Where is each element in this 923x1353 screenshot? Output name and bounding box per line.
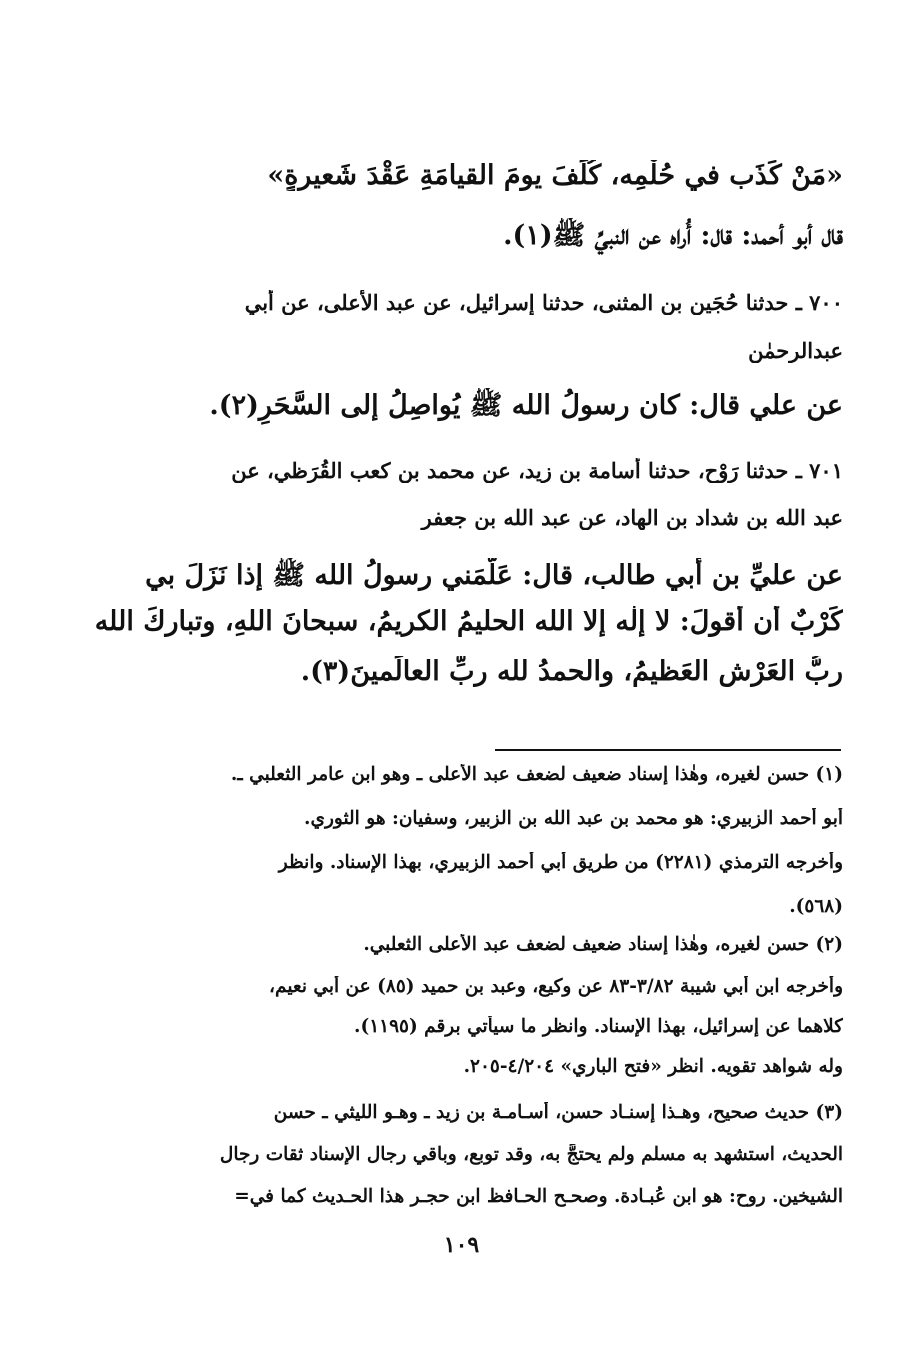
footnote-3-line-1: (٣) حديث صحيح، وهـذا إسنـاد حسن، أسـامـة بن زيد ـ وهـو الليثي ـ حسن — [273, 1102, 843, 1123]
footnote-1-line-3: وأخرجه الترمذي (٢٢٨١) من طريق أبي أحمد الزبيري، بهذا الإسناد. وانظر — [278, 852, 843, 873]
footnote-1-line-2: أبو أحمد الزبيري: هو محمد بن عبد الله بن الزبير، وسفيان: هو الثوري. — [304, 808, 843, 829]
footnote-3-line-3: الشيخين. روح: هو ابن عُبـادة. وصحـح الحـافظ ابن حجـر هذا الحـديث كما في= — [234, 1186, 843, 1207]
footnote-1-line-4: (٥٦٨). — [789, 896, 843, 917]
hadith-700-text: عن علي قال: كان رسولُ الله ﷺ يُواصِلُ إلى السَّحَرِ(٢). — [209, 390, 843, 421]
hadith-701-text-line-1: عن عليِّ بن أبي طالب، قال: عَلَّمَني رسولُ الله ﷺ إذا نَزَلَ بي — [145, 560, 843, 591]
footnote-2-line-4: وله شواهد تقويه. انظر «فتح الباري» ٤/٢٠٤-٢٠٥. — [463, 1056, 843, 1077]
footnote-2-line-3: كلاهما عن إسرائيل، بهذا الإسناد. وانظر ما سيأتي برقم (١١٩٥). — [354, 1016, 843, 1037]
hadith-701-text-line-3: ربُّ العَرْشِ العَظيمُ، والحمدُ لله ربِّ العالَمينَ(٣). — [300, 656, 843, 687]
footnote-2-line-2: وأخرجه ابن أبي شيبة ٣/٨٢-٨٣ عن وكيع، وعبد بن حميد (٨٥) عن أبي نعيم، — [269, 976, 843, 997]
hadith-701-text-line-2: كَرْبٌ أن أقولَ: لا إلٰه إلا الله الحليمُ الكريمُ، سبحانَ اللهِ، وتباركَ الله — [94, 606, 843, 637]
hadith-700-chain-cont: عبدالرحمٰن — [748, 338, 843, 363]
hadith-701-chain-cont: عبد الله بن شداد بن الهاد، عن عبد الله بن جعفر — [421, 505, 843, 530]
main-text-line-1: «مَنْ كَذَب في حُلْمِه، كُلِّفَ يومَ القيامَةِ عَقْدَ شَعيرةٍ» — [267, 160, 843, 191]
main-text-line-2: قال أبو أحمد: قال: أُراه عن النبيِّ ﷺ(١). — [503, 220, 843, 251]
footnote-2-line-1: (٢) حسن لغيره، وهٰذا إسناد ضعيف لضعف عبد الأعلى الثعلبي. — [363, 934, 843, 955]
footnote-3-line-2: الحديث، استشهد به مسلم ولم يحتجَّ به، وقد توبع، وباقي رجال الإسناد ثقات رجال — [219, 1144, 843, 1165]
hadith-700-chain: ٧٠٠ ـ حدثنا حُجَين بن المثنى، حدثنا إسرائيل، عن عبد الأعلى، عن أبي — [244, 290, 843, 315]
footnote-divider — [495, 749, 841, 751]
footnote-1-line-1: (١) حسن لغيره، وهٰذا إسناد ضعيف لضعف عبد الأعلى ـ وهو ابن عامر الثعلبي ـ. — [230, 764, 843, 785]
page-number: ١٠٩ — [443, 1232, 480, 1258]
hadith-701-chain: ٧٠١ ـ حدثنا رَوْح، حدثنا أُسامة بن زيد، عن محمد بن كعب القُرَظي، عن — [231, 458, 843, 483]
